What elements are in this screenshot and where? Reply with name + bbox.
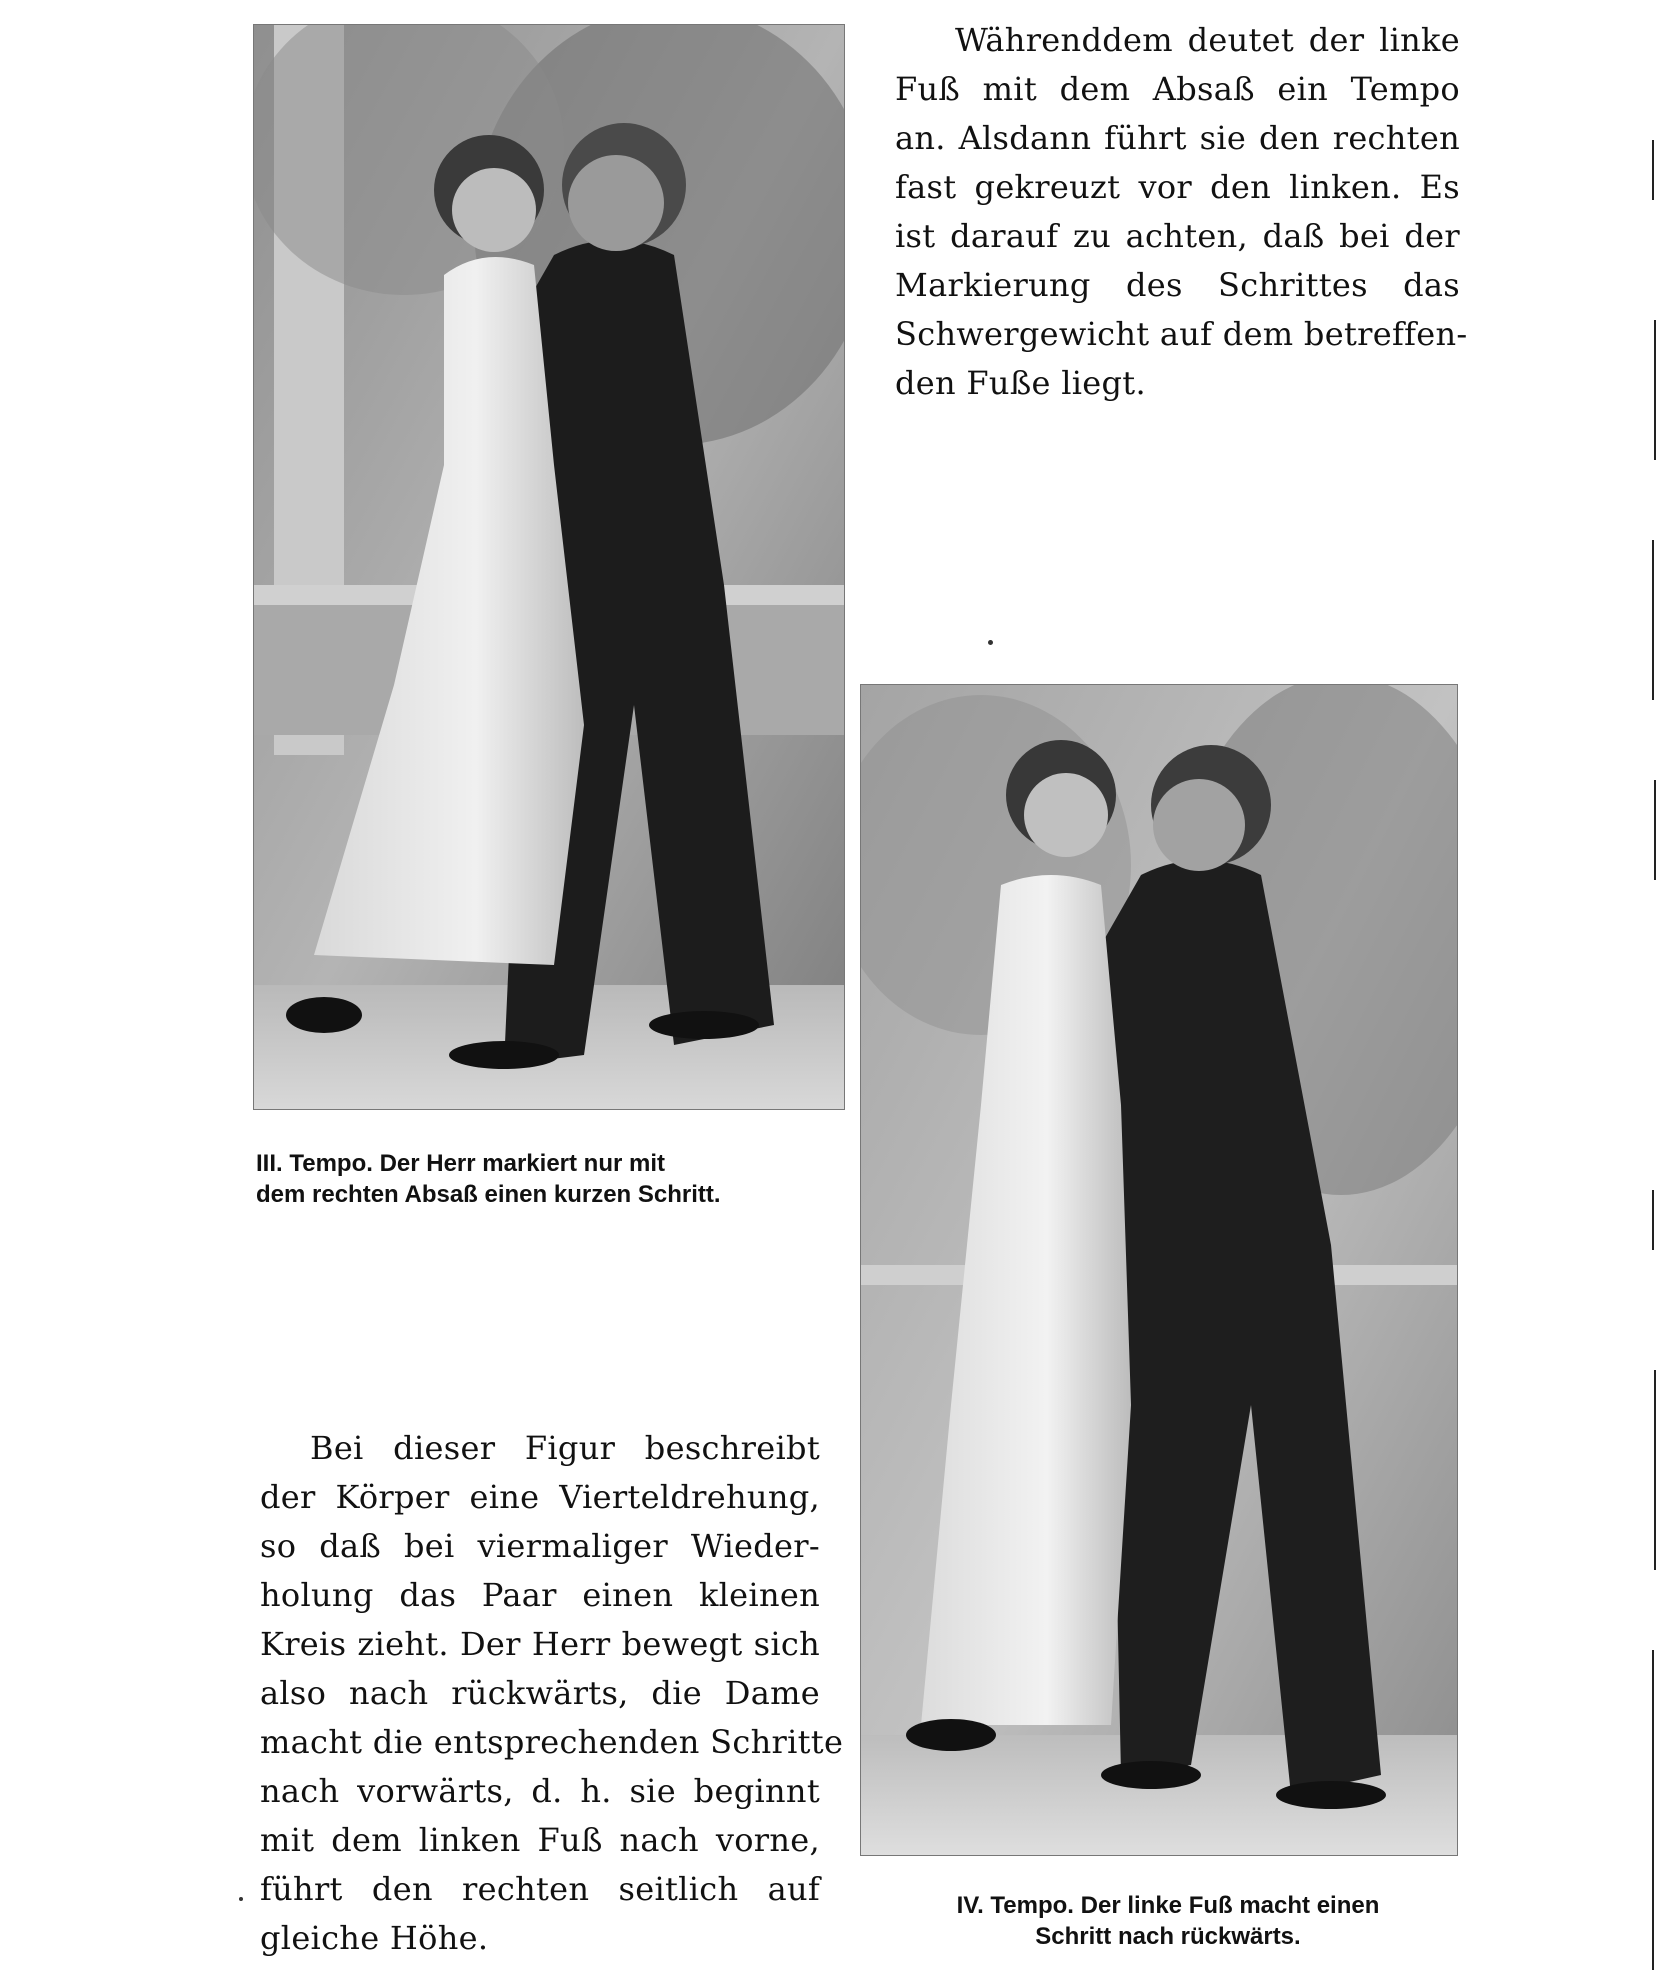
scan-edge-mark [1652,1650,1654,1970]
caption-line: IV. Tempo. Der linke Fuß macht einen [956,1892,1380,1919]
text-line: macht die entsprechenden Schritte [260,1723,844,1761]
caption-line: III. Tempo. Der Herr markiert nur mit [256,1150,665,1177]
photo-iii-caption [256,1148,826,1210]
text-line: Währenddem deutet der linke [955,21,1460,59]
scan-edge-mark [1652,540,1654,700]
text-line: führt den rechten seitlich auf [260,1870,820,1908]
scan-edge-mark [1654,780,1656,880]
text-line: so daß bei viermaliger Wieder- [260,1527,820,1565]
caption-line: dem rechten Absaß einen kurzen Schritt. [256,1181,721,1208]
photo-iii-tempo [253,24,845,1110]
body-text-top-right [895,16,1468,408]
scan-speck [988,640,993,645]
text-line: also nach rückwärts, die Dame [260,1674,820,1712]
scan-edge-mark [1654,1370,1656,1570]
text-line: an. Alsdann führt sie den rechten [895,119,1460,157]
dancing-couple-photo [254,25,844,1109]
text-line: mit dem linken Fuß nach vorne, [260,1821,820,1859]
scan-edge-mark [1652,1190,1654,1250]
photo-iv-caption [888,1890,1448,1952]
body-text-bottom-left [260,1424,844,1963]
scan-speck [239,1897,243,1901]
caption-line: Schritt nach rückwärts. [1035,1923,1301,1950]
scan-edge-mark [1654,320,1656,460]
dancing-couple-photo [861,685,1457,1855]
text-line: nach vorwärts, d. h. sie beginnt [260,1772,820,1810]
text-line: ist darauf zu achten, daß bei der [895,217,1460,255]
photo-iv-tempo [860,684,1458,1856]
text-line: Fuß mit dem Absaß ein Tempo [895,70,1460,108]
text-line: der Körper eine Vierteldrehung, [260,1478,820,1516]
text-line: Bei dieser Figur beschreibt [310,1429,820,1467]
text-line: Schwergewicht auf dem betreffen- [895,315,1468,353]
text-line: Markierung des Schrittes das [895,266,1460,304]
scan-edge-mark [1652,140,1654,200]
text-line: holung das Paar einen kleinen [260,1576,820,1614]
text-line: fast gekreuzt vor den linken. Es [895,168,1460,206]
text-line: den Fuße liegt. [895,364,1146,402]
text-line: Kreis zieht. Der Herr bewegt sich [260,1625,820,1663]
text-line: gleiche Höhe. [260,1919,489,1957]
